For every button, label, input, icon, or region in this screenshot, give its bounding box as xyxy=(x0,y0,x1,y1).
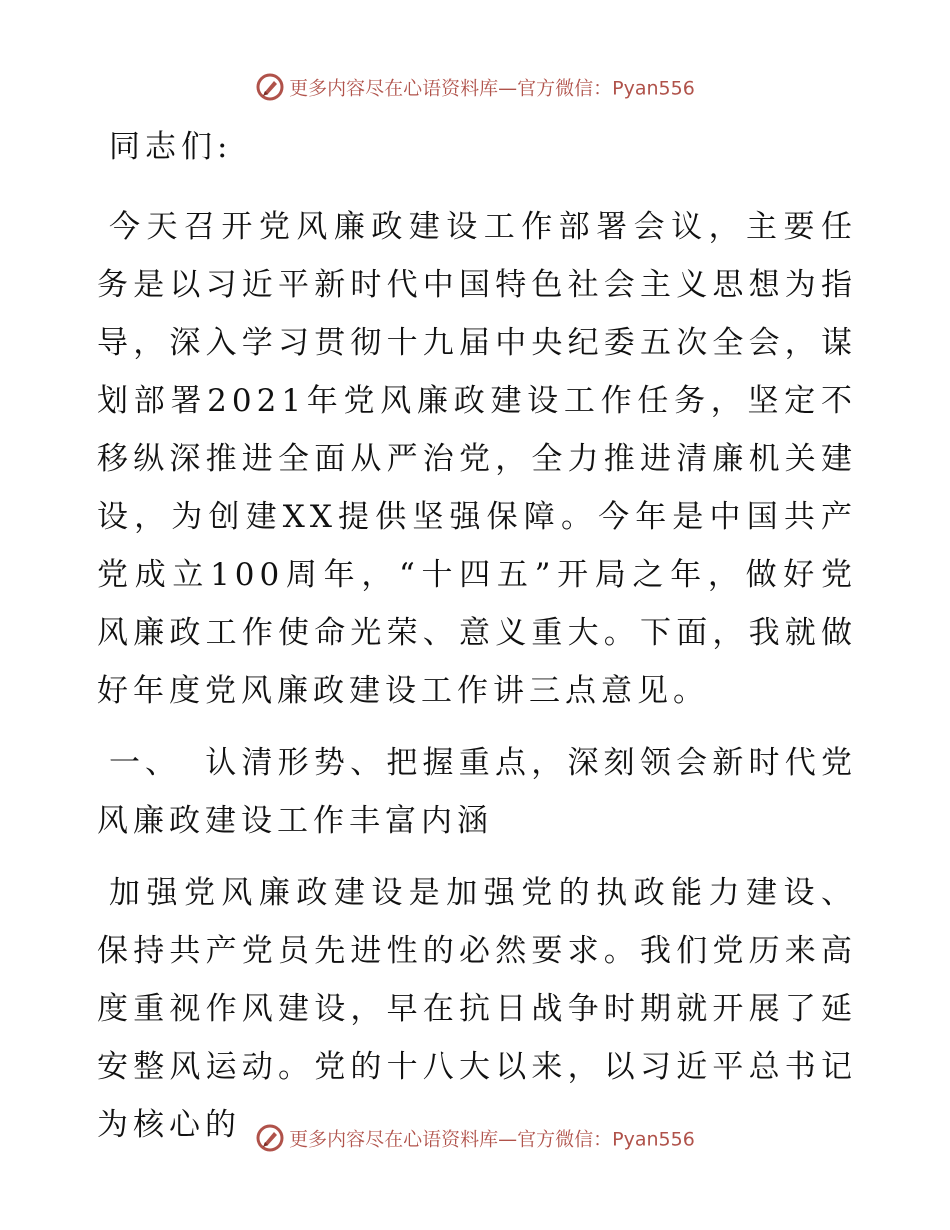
watermark-text: 更多内容尽在心语资料库—官方微信：Pyan556 xyxy=(289,77,695,100)
pen-logo-icon xyxy=(255,72,285,102)
watermark-text: 更多内容尽在心语资料库—官方微信：Pyan556 xyxy=(289,1128,695,1151)
watermark-footer xyxy=(0,1123,950,1153)
watermark-header xyxy=(0,72,950,102)
section-heading-text: 认清形势、把握重点，深刻领会新时代党风廉政建设工作丰富内涵 xyxy=(97,745,857,839)
document-body xyxy=(97,118,857,1154)
salutation: 同志们: xyxy=(109,129,233,165)
section-heading-1 xyxy=(97,734,857,850)
section-number: 一、 xyxy=(109,745,181,781)
pen-logo-icon xyxy=(255,1123,285,1153)
paragraph-1: 今天召开党风廉政建设工作部署会议，主要任务是以习近平新时代中国特色社会主义思想为指导，深入学习贯彻十九届中央纪委五次全会，谋划部署2021年党风廉政建设工作任务，坚定不移纵深推进全面从严治党，全力推进清廉机关建设，为创建XX提供坚强保障。今年是中国共产党成立100周年，“十四五”开局之年，做好党风廉政工作使命光荣、意义重大。下面，我就做好年度党风廉政建设工作讲三点意见。 xyxy=(97,209,857,709)
paragraph-2: 加强党风廉政建设是加强党的执政能力建设、保持共产党员先进性的必然要求。我们党历来高度重视作风建设，早在抗日战争时期就开展了延安整风运动。党的十八大以来，以习近平总书记为核心的 xyxy=(97,875,857,1143)
